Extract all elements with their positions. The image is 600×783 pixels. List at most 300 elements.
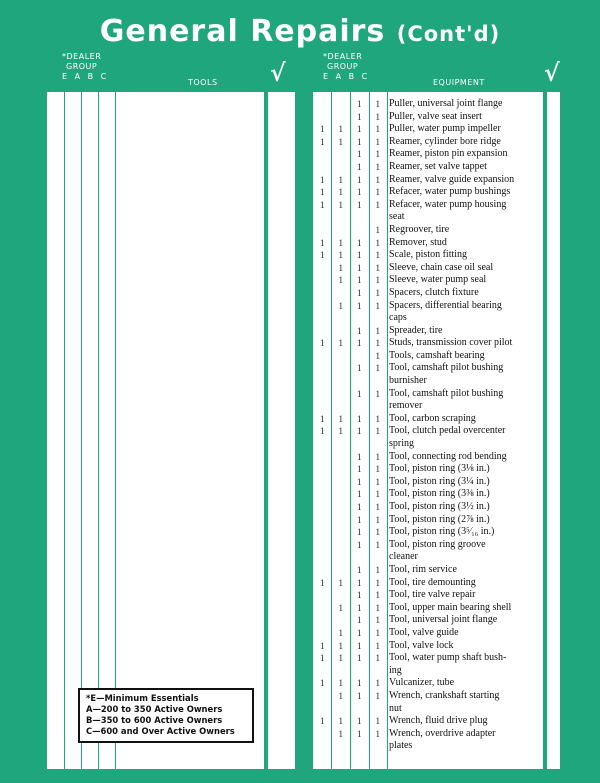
- equipment-row: [313, 262, 560, 275]
- equipment-name-line: Reamer, cylinder bore ridge: [389, 135, 501, 147]
- equipment-name-line: Tool, valve lock: [389, 639, 454, 651]
- group-mark-cell: 1: [357, 728, 362, 739]
- column-divider: [64, 92, 65, 769]
- group-mark-cell: 1: [357, 602, 362, 613]
- group-mark-cell: 1: [375, 136, 380, 147]
- group-mark-cell: 1: [320, 174, 325, 185]
- equipment-name-line: Tool, universal joint flange: [389, 614, 498, 626]
- group-mark-cell: 1: [320, 716, 325, 727]
- right-dealer-label: DEALER: [327, 52, 363, 61]
- group-mark-cell: 1: [338, 678, 343, 689]
- equipment-row: [313, 677, 560, 690]
- group-mark-cell: 1: [338, 338, 343, 349]
- group-mark-cell: 1: [357, 388, 362, 399]
- group-mark-cell: 1: [320, 678, 325, 689]
- group-mark-cell: 1: [338, 690, 343, 701]
- equipment-name: [389, 690, 573, 715]
- equipment-name-line: Spreader, tire: [389, 324, 443, 336]
- equipment-row: [313, 300, 560, 325]
- equipment-name: [389, 614, 573, 627]
- group-mark-cell: 1: [320, 338, 325, 349]
- equipment-name-line: ing: [389, 664, 402, 676]
- equipment-name: [389, 451, 573, 464]
- equipment-name-line: Tool, piston ring groove: [389, 538, 486, 550]
- column-divider: [81, 92, 82, 769]
- equipment-name: [389, 488, 573, 501]
- group-mark-cell: 1: [375, 149, 380, 160]
- group-mark-cell: 1: [357, 199, 362, 210]
- group-mark-cell: 1: [357, 174, 362, 185]
- group-mark-cell: 1: [375, 602, 380, 613]
- group-mark-cell: 1: [357, 338, 362, 349]
- group-mark-cell: 1: [320, 413, 325, 424]
- equipment-name-line: cleaner: [389, 551, 418, 563]
- equipment-row: [313, 161, 560, 174]
- group-mark-cell: [313, 602, 332, 615]
- equipment-name-line: Tool, piston ring (3⅛ in.): [389, 463, 490, 475]
- group-mark-cell: 1: [320, 426, 325, 437]
- equipment-name: [389, 476, 573, 489]
- equipment-row: [313, 715, 560, 728]
- equipment-name-line: Tool, piston ring (2⅞ in.): [389, 513, 490, 525]
- group-mark-cell: [313, 451, 332, 464]
- group-mark-cell: 1: [375, 577, 380, 588]
- group-mark-cell: 1: [357, 262, 362, 273]
- group-mark-cell: [332, 224, 351, 237]
- equipment-name-line: Puller, universal joint flange: [389, 98, 503, 109]
- legend-line: *E—Minimum Essentials: [86, 693, 199, 703]
- equipment-row: [313, 614, 560, 627]
- equipment-row: [313, 652, 560, 677]
- group-mark-cell: 1: [357, 124, 362, 135]
- right-asterisk: *: [323, 52, 328, 61]
- group-mark-cell: 1: [357, 111, 362, 122]
- group-mark-cell: 1: [375, 187, 380, 198]
- group-mark-cell: [313, 564, 332, 577]
- group-mark-cell: 1: [375, 514, 380, 525]
- equipment-name-line: Tool, piston ring (3⁵⁄₁₆ in.): [389, 526, 495, 538]
- left-dealer-group-header: [62, 52, 107, 82]
- group-mark-cell: 1: [375, 262, 380, 273]
- equipment-row: [313, 690, 560, 715]
- group-mark-cell: 1: [375, 161, 380, 172]
- group-mark-cell: [332, 451, 351, 464]
- group-mark-cell: 1: [375, 250, 380, 261]
- group-mark-cell: 1: [357, 149, 362, 160]
- group-mark-cell: [332, 362, 351, 387]
- equipment-name-line: Reamer, piston pin expansion: [389, 148, 508, 160]
- page-title: [0, 14, 600, 49]
- equipment-name: [389, 463, 573, 476]
- equipment-name-line: Wrench, fluid drive plug: [389, 715, 488, 727]
- group-mark-cell: 1: [357, 640, 362, 651]
- equipment-name-line: Tool, camshaft pilot bushing: [389, 387, 504, 399]
- group-mark-cell: 1: [338, 275, 343, 286]
- group-mark-cell: 1: [320, 199, 325, 210]
- group-mark-cell: [313, 161, 332, 174]
- equipment-name: [389, 413, 573, 426]
- equipment-row: [313, 186, 560, 199]
- equipment-name-line: Vulcanizer, tube: [389, 677, 455, 689]
- group-mark-cell: [332, 589, 351, 602]
- group-mark-cell: 1: [357, 476, 362, 487]
- equipment-name: [389, 274, 573, 287]
- equipment-name: [389, 123, 573, 136]
- equipment-row: [313, 237, 560, 250]
- equipment-name: [389, 715, 573, 728]
- group-mark-cell: [313, 539, 332, 564]
- group-mark-cell: 1: [357, 161, 362, 172]
- equipment-row: [313, 350, 560, 363]
- group-mark-cell: 1: [338, 262, 343, 273]
- group-mark-cell: 1: [357, 678, 362, 689]
- tools-panel: [47, 92, 295, 769]
- equipment-name: [389, 262, 573, 275]
- left-group-label: GROUP: [66, 62, 98, 71]
- equipment-row: [313, 362, 560, 387]
- group-mark-cell: [313, 476, 332, 489]
- right-group-label: GROUP: [327, 62, 359, 71]
- right-letters-label: E A B C: [323, 72, 368, 81]
- equipment-name: [389, 111, 573, 124]
- group-mark-cell: [313, 262, 332, 275]
- group-mark-cell: 1: [375, 451, 380, 462]
- equipment-name-line: Tool, tire valve repair: [389, 589, 476, 601]
- tools-header: TOOLS: [188, 78, 218, 87]
- group-mark-cell: [313, 287, 332, 300]
- group-mark-cell: [332, 111, 351, 124]
- group-mark-cell: 1: [375, 111, 380, 122]
- group-mark-cell: [332, 539, 351, 564]
- group-mark-cell: 1: [338, 250, 343, 261]
- equipment-row: [313, 728, 560, 753]
- legend-box: [78, 688, 254, 743]
- equipment-row: [313, 224, 560, 237]
- equipment-row: [313, 425, 560, 450]
- group-mark-cell: 1: [338, 653, 343, 664]
- equipment-name-line: Regroover, tire: [389, 223, 450, 235]
- group-mark-cell: 1: [375, 728, 380, 739]
- equipment-name: [389, 627, 573, 640]
- group-mark-cell: 1: [375, 590, 380, 601]
- group-mark-cell: [313, 148, 332, 161]
- group-mark-cell: 1: [357, 300, 362, 311]
- equipment-name-line: burnisher: [389, 375, 427, 387]
- equipment-name: [389, 514, 573, 527]
- equipment-name: [389, 287, 573, 300]
- group-mark-cell: 1: [357, 577, 362, 588]
- group-mark-cell: [313, 514, 332, 527]
- group-mark-cell: 1: [375, 489, 380, 500]
- equipment-name-line: caps: [389, 312, 407, 324]
- equipment-row: [313, 526, 560, 539]
- legend-line: B—350 to 600 Active Owners: [86, 715, 223, 725]
- legend-line: C—600 and Over Active Owners: [86, 726, 235, 736]
- group-mark-cell: [313, 388, 332, 413]
- group-mark-cell: 1: [357, 275, 362, 286]
- equipment-row: [313, 287, 560, 300]
- group-mark-cell: 1: [320, 187, 325, 198]
- left-check-icon: √: [270, 58, 286, 87]
- group-mark-cell: [313, 224, 332, 237]
- group-mark-cell: 1: [357, 451, 362, 462]
- group-mark-cell: 1: [375, 678, 380, 689]
- group-mark-cell: 1: [357, 426, 362, 437]
- group-mark-cell: 1: [357, 489, 362, 500]
- equipment-row: [313, 451, 560, 464]
- equipment-name: [389, 388, 573, 413]
- equipment-row: [313, 501, 560, 514]
- group-mark-cell: [332, 388, 351, 413]
- group-mark-cell: 1: [357, 136, 362, 147]
- group-mark-cell: 1: [375, 287, 380, 298]
- group-mark-cell: 1: [320, 577, 325, 588]
- equipment-name: [389, 237, 573, 250]
- group-mark-cell: [313, 300, 332, 325]
- column-divider: [115, 92, 116, 769]
- equipment-name: [389, 161, 573, 174]
- group-mark-cell: 1: [357, 502, 362, 512]
- left-dealer-label: DEALER: [66, 52, 102, 61]
- right-check-icon: √: [544, 58, 560, 87]
- group-mark-cell: [332, 98, 351, 111]
- equipment-row: [313, 564, 560, 577]
- equipment-row: [313, 577, 560, 590]
- group-mark-cell: [313, 274, 332, 287]
- group-mark-cell: 1: [375, 539, 380, 550]
- group-mark-cell: 1: [357, 413, 362, 424]
- group-mark-cell: 1: [320, 653, 325, 664]
- group-mark-cell: [332, 488, 351, 501]
- group-mark-cell: 1: [357, 464, 362, 475]
- equipment-row: [313, 476, 560, 489]
- equipment-name-line: Wrench, overdrive adapter: [389, 727, 496, 739]
- equipment-name-line: Tool, water pump shaft bush-: [389, 652, 507, 664]
- group-mark-cell: [332, 501, 351, 514]
- group-mark-cell: 1: [357, 564, 362, 575]
- group-mark-cell: 1: [375, 174, 380, 185]
- equipment-name-line: spring: [389, 438, 414, 450]
- equipment-row: [313, 640, 560, 653]
- equipment-name: [389, 148, 573, 161]
- group-mark-cell: 1: [375, 224, 380, 235]
- group-mark-cell: 1: [357, 690, 362, 701]
- equipment-name: [389, 136, 573, 149]
- equipment-name: [389, 526, 573, 539]
- group-mark-cell: [350, 224, 369, 237]
- group-mark-cell: 1: [338, 426, 343, 437]
- equipment-list: [313, 98, 560, 753]
- equipment-name-line: Tool, tire demounting: [389, 576, 476, 588]
- group-mark-cell: 1: [375, 388, 380, 399]
- equipment-name: [389, 325, 573, 338]
- group-mark-cell: 1: [357, 539, 362, 550]
- equipment-row: [313, 249, 560, 262]
- group-mark-cell: [332, 148, 351, 161]
- check-column-divider: [264, 92, 268, 769]
- equipment-name-line: Refacer, water pump bushings: [389, 186, 511, 198]
- group-mark-cell: [313, 627, 332, 640]
- equipment-name: [389, 425, 573, 450]
- equipment-row: [313, 136, 560, 149]
- group-mark-cell: 1: [375, 363, 380, 374]
- equipment-header: EQUIPMENT: [433, 78, 485, 87]
- equipment-name-line: Tool, carbon scraping: [389, 412, 476, 424]
- group-mark-cell: 1: [357, 527, 362, 538]
- group-mark-cell: 1: [357, 250, 362, 261]
- equipment-row: [313, 602, 560, 615]
- equipment-name: [389, 337, 573, 350]
- group-mark-cell: 1: [338, 716, 343, 727]
- group-mark-cell: [332, 564, 351, 577]
- equipment-name-line: Tools, camshaft bearing: [389, 349, 485, 361]
- equipment-name-line: Remover, stud: [389, 236, 447, 248]
- equipment-row: [313, 111, 560, 124]
- group-mark-cell: 1: [320, 250, 325, 261]
- equipment-name: [389, 501, 573, 514]
- equipment-name-line: Tool, piston ring (3½ in.): [389, 501, 490, 512]
- equipment-name-line: Tool, piston ring (3⅜ in.): [389, 488, 490, 500]
- left-asterisk: *: [62, 52, 67, 61]
- group-mark-cell: 1: [375, 716, 380, 727]
- equipment-name-line: Sleeve, water pump seal: [389, 274, 487, 286]
- equipment-name: [389, 564, 573, 577]
- group-mark-cell: 1: [375, 564, 380, 575]
- group-mark-cell: 1: [338, 728, 343, 739]
- equipment-panel: [313, 92, 560, 769]
- group-mark-cell: 1: [375, 464, 380, 475]
- equipment-name-line: Wrench, crankshaft starting: [389, 689, 500, 701]
- group-mark-cell: 1: [375, 476, 380, 487]
- equipment-name: [389, 539, 573, 564]
- group-mark-cell: 1: [338, 237, 343, 248]
- equipment-row: [313, 325, 560, 338]
- equipment-name-line: remover: [389, 400, 423, 412]
- group-mark-cell: 1: [357, 187, 362, 198]
- equipment-name-line: Tool, clutch pedal overcenter: [389, 425, 506, 437]
- equipment-name-line: Tool, camshaft pilot bushing: [389, 362, 504, 374]
- group-mark-cell: 1: [338, 300, 343, 311]
- group-mark-cell: [332, 350, 351, 363]
- equipment-name-line: nut: [389, 702, 402, 714]
- group-mark-cell: 1: [375, 99, 380, 109]
- group-mark-cell: [332, 325, 351, 338]
- group-mark-cell: [332, 514, 351, 527]
- equipment-name-line: Tool, piston ring (3¼ in.): [389, 475, 490, 487]
- group-mark-cell: [313, 362, 332, 387]
- group-mark-cell: [313, 728, 332, 753]
- equipment-name: [389, 589, 573, 602]
- equipment-name-line: Reamer, set valve tappet: [389, 160, 487, 172]
- group-mark-cell: [313, 614, 332, 627]
- equipment-name: [389, 677, 573, 690]
- group-mark-cell: 1: [375, 426, 380, 437]
- group-mark-cell: 1: [375, 199, 380, 210]
- equipment-row: [313, 199, 560, 224]
- group-mark-cell: 1: [375, 627, 380, 638]
- equipment-name-line: Tool, connecting rod bending: [389, 450, 507, 462]
- equipment-name: [389, 98, 573, 111]
- group-mark-cell: 1: [357, 237, 362, 248]
- group-mark-cell: [313, 350, 332, 363]
- equipment-name-line: Reamer, valve guide expansion: [389, 173, 515, 185]
- equipment-name: [389, 577, 573, 590]
- equipment-name: [389, 350, 573, 363]
- equipment-name-line: Tool, upper main bearing shell: [389, 601, 512, 613]
- equipment-name: [389, 199, 573, 224]
- group-mark-cell: 1: [357, 99, 362, 109]
- group-mark-cell: 1: [375, 325, 380, 336]
- group-mark-cell: 1: [320, 124, 325, 135]
- group-mark-cell: 1: [357, 514, 362, 525]
- column-divider: [98, 92, 99, 769]
- group-mark-cell: 1: [375, 653, 380, 664]
- group-mark-cell: 1: [357, 590, 362, 601]
- group-mark-cell: 1: [320, 237, 325, 248]
- equipment-name-line: Puller, water pump impeller: [389, 123, 501, 135]
- group-mark-cell: 1: [338, 187, 343, 198]
- group-mark-cell: 1: [338, 413, 343, 424]
- equipment-name-line: Spacers, differential bearing: [389, 299, 502, 311]
- group-mark-cell: 1: [375, 527, 380, 538]
- title-sub: (Cont'd): [396, 22, 501, 46]
- group-mark-cell: 1: [357, 287, 362, 298]
- group-mark-cell: 1: [338, 136, 343, 147]
- group-mark-cell: 1: [338, 199, 343, 210]
- equipment-name: [389, 652, 573, 677]
- group-mark-cell: [313, 589, 332, 602]
- group-mark-cell: 1: [375, 502, 380, 512]
- group-mark-cell: [313, 526, 332, 539]
- equipment-name: [389, 186, 573, 199]
- equipment-row: [313, 148, 560, 161]
- group-mark-cell: 1: [357, 653, 362, 664]
- group-mark-cell: 1: [375, 275, 380, 286]
- equipment-row: [313, 337, 560, 350]
- group-mark-cell: [313, 463, 332, 476]
- equipment-name-line: plates: [389, 740, 413, 752]
- group-mark-cell: [332, 463, 351, 476]
- group-mark-cell: [350, 350, 369, 363]
- legend-line: A—200 to 350 Active Owners: [86, 704, 223, 714]
- equipment-row: [313, 388, 560, 413]
- equipment-row: [313, 174, 560, 187]
- equipment-name-line: Spacers, clutch fixture: [389, 286, 479, 298]
- group-mark-cell: 1: [357, 363, 362, 374]
- equipment-name-line: Tool, rim service: [389, 563, 457, 575]
- equipment-row: [313, 413, 560, 426]
- group-mark-cell: [313, 325, 332, 338]
- group-mark-cell: 1: [357, 615, 362, 626]
- equipment-name: [389, 174, 573, 187]
- group-mark-cell: 1: [357, 627, 362, 638]
- equipment-name-line: Tool, valve guide: [389, 626, 459, 638]
- equipment-row: [313, 123, 560, 136]
- group-mark-cell: [313, 111, 332, 124]
- group-mark-cell: 1: [375, 338, 380, 349]
- left-letters-label: E A B C: [62, 72, 107, 81]
- group-mark-cell: 1: [338, 627, 343, 638]
- equipment-name: [389, 640, 573, 653]
- group-mark-cell: 1: [375, 300, 380, 311]
- group-mark-cell: [313, 501, 332, 514]
- group-mark-cell: 1: [338, 602, 343, 613]
- equipment-name: [389, 224, 573, 237]
- group-mark-cell: 1: [320, 136, 325, 147]
- group-mark-cell: [332, 526, 351, 539]
- equipment-row: [313, 514, 560, 527]
- group-mark-cell: 1: [338, 174, 343, 185]
